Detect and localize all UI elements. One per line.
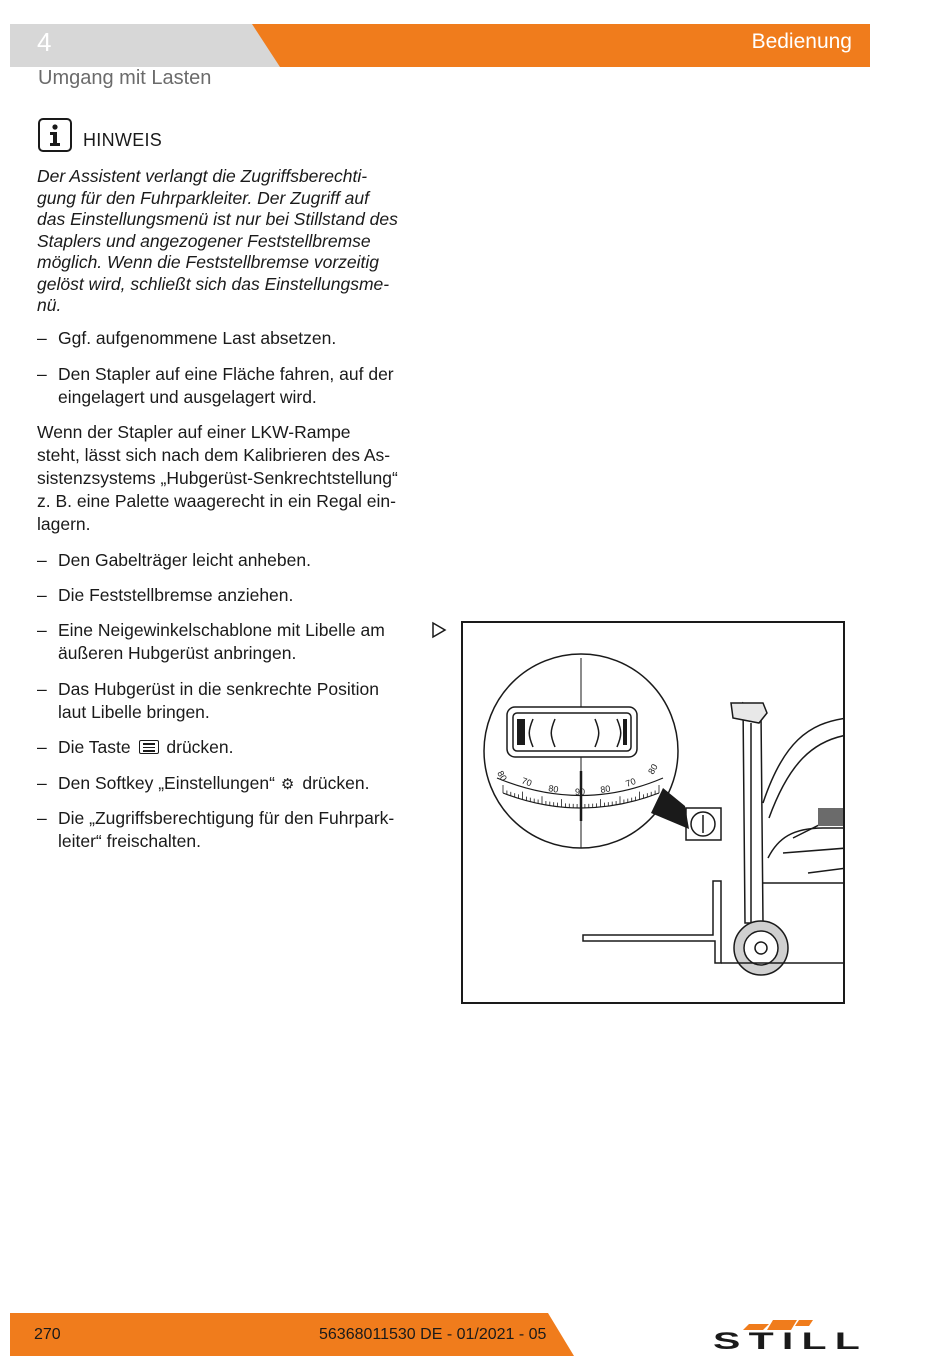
list-item: – Ggf. aufgenommene Last absetzen.: [37, 327, 427, 350]
scale-label: 80: [495, 769, 509, 783]
list-item: – Das Hubgerüst in die senkrechte Position laut Libelle bringen.: [37, 678, 427, 724]
scale-label: 90: [575, 787, 586, 797]
list-item: – Die Taste drücken.: [37, 736, 427, 759]
header-bar: [0, 0, 950, 70]
step-text: Die Taste drücken.: [58, 737, 234, 757]
step-text: Ggf. aufgenommene Last absetzen.: [58, 328, 337, 348]
brand-text: STILL: [713, 1326, 868, 1355]
list-item: – Den Stapler auf eine Fläche fahren, auf der eingelagert und ausgelagert wird.: [37, 363, 427, 409]
step-text: Den Gabelträger leicht anheben.: [58, 550, 311, 570]
body-paragraph: Wenn der Stapler auf einer LKW-Rampe steht, lässt sich nach dem Kalibrieren des As- sistenzsystems „Hubgerüst-Senkrechtstellung“ z. B. eine Palette waagerecht in ein Regal ein- lagern.: [37, 422, 398, 534]
menu-key-icon: [139, 740, 159, 754]
forklift-illustration: [461, 621, 845, 1004]
still-logo: [713, 1316, 873, 1367]
scale-label: 80: [547, 783, 560, 795]
step-text: Den Softkey „Einstellungen“ ⚙ drücken.: [37, 772, 427, 796]
hint-title: HINWEIS: [83, 130, 163, 150]
chapter-number: 4: [37, 27, 52, 57]
list-item: – Die Feststellbremse anziehen.: [37, 584, 427, 607]
list-item: – Eine Neigewinkelschablone mit Libelle am äußeren Hubgerüst anbringen.: [37, 619, 427, 665]
step-text: Die Feststellbremse anziehen.: [58, 585, 294, 605]
list-item: – Den Gabelträger leicht anheben.: [37, 549, 427, 572]
hint-text: Der Assistent verlangt die Zugriffsberechti- gung für den Fuhrparkleiter. Der Zugriff auf das Einstellungsmenü ist nur bei Stillstand des Staplers und angezogener Feststellbremse möglich. Wenn die Feststellbremse vorzeitig gelöst wird, schließt sich das Einstellungsme- nü.: [37, 166, 398, 315]
step-text: Das Hubgerüst in die senkrechte Position laut Libelle bringen.: [58, 679, 380, 722]
list-item: – Den Softkey „Einstellungen“ ⚙ drücken.: [37, 772, 427, 796]
step-text: Die „Zugriffsberechtigung für den Fuhrpark- leiter“ freischalten.: [58, 808, 395, 851]
scale-label: 80: [646, 762, 660, 776]
info-icon: [38, 118, 72, 152]
gear-icon: ⚙: [280, 776, 295, 793]
step-text: Den Stapler auf eine Fläche fahren, auf der eingelagert und ausgelagert wird.: [58, 364, 394, 407]
triangle-right-icon: [431, 621, 447, 639]
document-reference: 56368011530 DE - 01/2021 - 05: [319, 1326, 547, 1343]
step-text: Eine Neigewinkelschablone mit Libelle am äußeren Hubgerüst anbringen.: [58, 620, 385, 663]
scale-label: 70: [624, 776, 638, 789]
section-title: Bedienung: [751, 30, 852, 53]
page-number: 270: [34, 1326, 61, 1343]
scale-label: 70: [520, 775, 534, 789]
scale-label: 80: [599, 783, 612, 795]
list-item: – Die „Zugriffsberechtigung für den Fuhrpark- leiter“ freischalten.: [37, 807, 427, 853]
page-subtitle: Umgang mit Lasten: [38, 67, 212, 89]
